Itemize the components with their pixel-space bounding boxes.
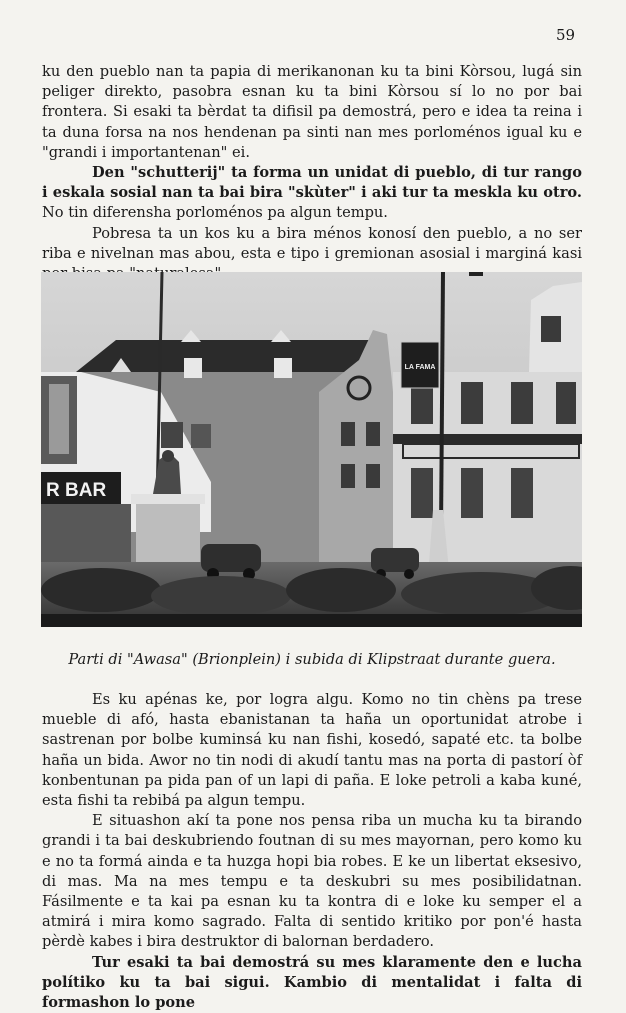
lamp-post <box>441 272 443 532</box>
fama-sign <box>401 342 439 388</box>
fama-sign-text: LA FAMA <box>404 364 436 371</box>
dormer-window <box>274 358 292 378</box>
paragraph-5-text: E situashon akí ta pone nos pensa riba un mucha ku ta birando grandi i ta bai deskubriendo foutnan di su mes mayornan, pero komo ku e no ta formá ainda e ta huzga hopi bia robes. E ke un libertat eksesivo, di mas. Ma na mes tempu e ta deskubri su mes posibilidatnan. Fásilmente e ta kai pa esnan ku ta kontra di e loke ku semper el a atmirá i mira komo sagrado. Falta di sentido kritiko por pon'é hasta pèrdè kabes i bira destruktor di balornan berdadero. <box>42 812 582 951</box>
paragraph-1 <box>42 62 582 163</box>
top-text <box>42 62 582 284</box>
paragraph-4 <box>42 690 582 811</box>
paragraph-2-bold: Den "schutterij" ta forma un unidat di pueblo, di tur rango i eskala sosial nan ta bai bira "skùter" i aki tur ta meskla ku otro. <box>42 164 582 202</box>
historical-photo <box>41 272 582 627</box>
paragraph-5 <box>42 811 582 952</box>
bar-sign <box>41 472 121 504</box>
paragraph-4-text: Es ku apénas ke, por logra algu. Komo no tin chèns pa trese mueble di afó, hasta ebanistanan ta haña un oportunidat atrobe i sastrenan por bolbe kuminsá ku nan fishi, kosedó, sapaté etc. ta bolbe haña un bida. Awor no tin nodi di akudí tantu mas na porta di pastorí òf konbentunan pa pida pan of un lapi di paña. E loke petroli a kaba kuné, esta fishi ta rebibá pa algun tempu. <box>42 691 582 810</box>
page-number: 59 <box>556 26 576 44</box>
paragraph-2-text: No tin diferensha porloménos pa algun tempu. <box>42 204 388 222</box>
paragraph-6 <box>42 953 582 1013</box>
bar-sign-text: R BAR <box>46 480 107 501</box>
paragraph-1-text: ku den pueblo nan ta papia di merikanonan ku ta bini Kòrsou, lugá sin peliger direkto, pasobra esnan ku ta bini Kòrsou sí lo no por bai frontera. Si esaki ta bèrdat ta difisil pa demostrá, pero e idea ta reina i ta duna forsa na nos hendenan pa sinti nan mes porloménos igual ku e "grandi i importantenan" ei. <box>42 63 582 161</box>
bottom-text <box>42 690 582 1013</box>
photo-caption: Parti di "Awasa" (Brionplein) i subida di Klipstraat durante guera. <box>68 651 556 668</box>
dormer-window <box>184 358 202 378</box>
bushes <box>41 566 582 616</box>
paragraph-2 <box>42 163 582 224</box>
paragraph-6-bold: Tur esaki ta bai demostrá su mes klaramente den e lucha polítiko ku ta bai sigui. Kambio di mentalidat i falta di formashon lo pone <box>42 953 582 1012</box>
paragraph-3-text: Pobresa ta un kos ku a bira ménos konosí den pueblo, a no ser riba e nivelnan mas abou, esta e tipo i gremionan asosial i marginá kasi <box>42 224 582 262</box>
